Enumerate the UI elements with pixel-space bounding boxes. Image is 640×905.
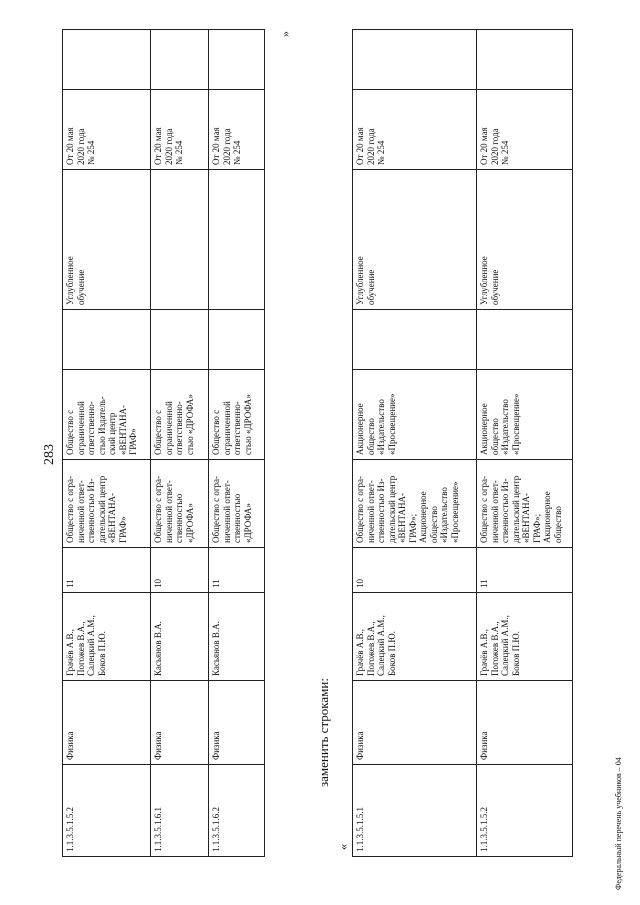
cell-order: От 20 мая 2020 года № 254: [63, 90, 151, 170]
cell-blank: [477, 310, 573, 370]
cell-publisher: Общество с огра- ниченной ответ- ственностью Из- дательский центр «ВЕНТАНА- ГРАФ»: [63, 460, 151, 548]
instruction-text: заменить строками:: [316, 678, 331, 787]
cell-subject: Физика: [151, 681, 209, 765]
table-row: [151, 30, 209, 857]
table-row: [353, 30, 477, 857]
cell-publisher-2: Общество с ограниченной ответственно- стью Издатель- ский центр «ВЕНТАНА- ГРАФ»: [63, 370, 151, 460]
cell-authors: Грачёв А.В., Погожев В.А., Салецкий А.М., Боков П.Ю.: [63, 593, 151, 681]
table-row: [63, 30, 151, 857]
cell-publisher-2: Акционерное общество «Издательство «Просвещение»: [477, 370, 573, 460]
cell-empty: [63, 30, 151, 90]
cell-level: [151, 170, 209, 310]
cell-authors: Касьянов В.А.: [151, 593, 209, 681]
cell-grade: 11: [209, 548, 265, 593]
cell-level: Углубленное обучение: [353, 170, 477, 310]
cell-subject: Физика: [353, 681, 477, 765]
cell-subject: Физика: [209, 681, 265, 765]
cell-subject: Физика: [477, 681, 573, 765]
cell-order: От 20 мая 2020 года № 254: [151, 90, 209, 170]
closing-quote: »: [278, 31, 292, 37]
cell-level: Углубленное обучение: [63, 170, 151, 310]
cell-empty: [353, 30, 477, 90]
cell-level: Углубленное обучение: [477, 170, 573, 310]
cell-subject: Физика: [63, 681, 151, 765]
cell-publisher: Общество с огра- ниченной ответ- ственностью «ДРОФА»: [151, 460, 209, 548]
opening-quote: «: [336, 844, 350, 850]
cell-order: От 20 мая 2020 года № 254: [209, 90, 265, 170]
table-row: [209, 30, 265, 857]
cell-grade: 11: [63, 548, 151, 593]
footer-text: Федеральный перечень учебников – 04: [614, 757, 623, 890]
cell-grade: 10: [151, 548, 209, 593]
cell-empty: [151, 30, 209, 90]
cell-publisher: Общество с огра- ниченной ответ- ственностью Из- дательский центр «ВЕНТАНА- ГРАФ»; Акционерное общество «Издательство «Просвещение»: [353, 460, 477, 548]
cell-level: [209, 170, 265, 310]
cell-authors: Грачёв А.В., Погожев В.А., Салецкий А.М., Боков П.Ю.: [353, 593, 477, 681]
cell-grade: 10: [353, 548, 477, 593]
cell-code: 1.1.3.5.1.6.1: [151, 765, 209, 857]
cell-code: 1.1.3.5.1.5.1: [353, 765, 477, 857]
cell-authors: Грачёв А.В., Погожев В.А., Салецкий А.М., Боков П.Ю.: [477, 593, 573, 681]
cell-grade: 11: [477, 548, 573, 593]
cell-order: От 20 мая 2020 года № 254: [353, 90, 477, 170]
cell-order: От 20 мая 2020 года № 254: [477, 90, 573, 170]
cell-publisher-2: Общество с ограниченной ответственно- стью «ДРОФА»: [209, 370, 265, 460]
cell-blank: [63, 310, 151, 370]
cell-publisher: Общество с огра- ниченной ответ- ственностью «ДРОФА»: [209, 460, 265, 548]
cell-code: 1.1.3.5.1.6.2: [209, 765, 265, 857]
cell-empty: [477, 30, 573, 90]
cell-blank: [151, 310, 209, 370]
cell-publisher-2: Общество с ограниченной ответственно- стью «ДРОФА»: [151, 370, 209, 460]
cell-blank: [353, 310, 477, 370]
cell-publisher-2: Акционерное общество «Издательство «Просвещение»: [353, 370, 477, 460]
table-existing-rows: [62, 29, 265, 857]
cell-publisher: Общество с огра- ниченной ответ- ственностью Из- дательский центр «ВЕНТАНА- ГРАФ»; Акционерное общество: [477, 460, 573, 548]
page-number: 283: [42, 444, 57, 465]
cell-authors: Касьянов В.А.: [209, 593, 265, 681]
cell-code: 1.1.3.5.1.5.2: [63, 765, 151, 857]
table-row: [477, 30, 573, 857]
cell-empty: [209, 30, 265, 90]
cell-blank: [209, 310, 265, 370]
cell-code: 1.1.3.5.1.5.2: [477, 765, 573, 857]
table-replacement-rows: [352, 29, 573, 857]
